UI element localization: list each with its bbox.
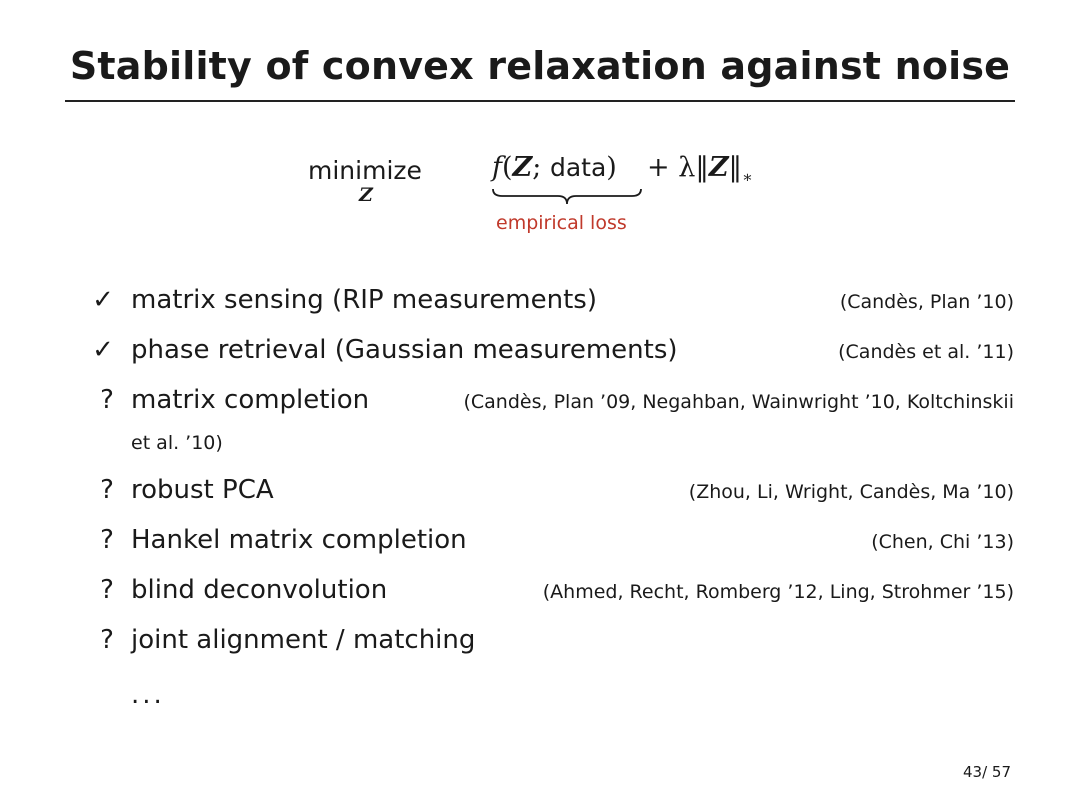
item-citation: (Candès et al. ’11): [838, 341, 1014, 363]
question-icon: ?: [100, 525, 114, 555]
ellipsis: ...: [131, 680, 165, 710]
minimize-variable: Z: [359, 184, 373, 206]
item-citation: (Ahmed, Recht, Romberg ’12, Ling, Strohmer ’15): [542, 581, 1014, 603]
optimization-formula: [0, 150, 1080, 250]
item-label: matrix sensing (RIP measurements): [131, 285, 597, 315]
regularizer-term: + $\lambda‖Z‖_∗$: [647, 152, 753, 187]
loss-term: f(Z; data): [492, 152, 617, 183]
minimize-operator: minimize: [308, 156, 422, 185]
check-icon: ✓: [92, 285, 114, 315]
item-citation: (Zhou, Li, Wright, Candès, Ma ’10): [688, 481, 1014, 503]
title-divider: [65, 100, 1015, 102]
loss-z: Z: [512, 152, 533, 183]
item-label: joint alignment / matching: [131, 625, 476, 655]
item-citation: (Candès, Plan ’10): [839, 291, 1014, 313]
nuclear-norm-subscript: ∗: [742, 167, 753, 187]
item-citation: (Candès, Plan ’09, Negahban, Wainwright ’10, Koltchinskii: [463, 391, 1014, 413]
item-label: robust PCA: [131, 475, 274, 505]
slide-title: Stability of convex relaxation against noise: [69, 44, 1011, 88]
item-citation-continued: et al. ’10): [131, 432, 223, 454]
underbrace-icon: [492, 188, 642, 206]
item-citation: (Chen, Chi ’13): [871, 531, 1014, 553]
page-number: 43/ 57: [963, 763, 1011, 781]
item-label: Hankel matrix completion: [131, 525, 467, 555]
question-icon: ?: [100, 385, 114, 415]
loss-f: f: [492, 152, 502, 183]
question-icon: ?: [100, 475, 114, 505]
item-label: phase retrieval (Gaussian measurements): [131, 335, 678, 365]
question-icon: ?: [100, 625, 114, 655]
loss-data: data: [549, 153, 607, 182]
plus-lambda: + λ: [647, 152, 696, 183]
empirical-loss-label: empirical loss: [496, 212, 627, 234]
item-label: matrix completion: [131, 385, 370, 415]
item-label: blind deconvolution: [131, 575, 388, 605]
question-icon: ?: [100, 575, 114, 605]
check-icon: ✓: [92, 335, 114, 365]
